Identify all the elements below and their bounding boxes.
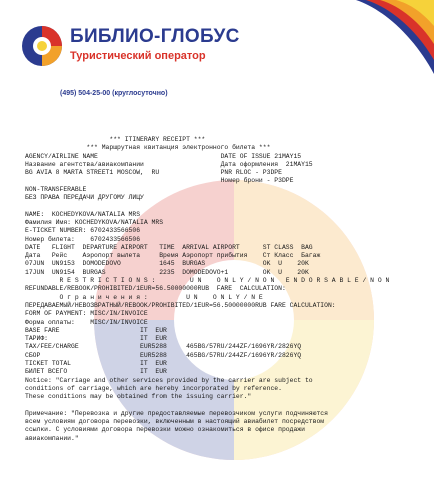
receipt-line <box>25 202 425 210</box>
receipt-line: БЕЗ ПРАВА ПЕРЕДАЧИ ДРУГОМУ ЛИЦУ <box>25 194 144 202</box>
receipt-line: 17JUN UN9154 BURGAS 2235 DOMODEDOVO+1 OK U 20K <box>25 268 309 276</box>
receipt-line: *** ITINERARY RECEIPT *** <box>25 136 206 143</box>
receipt-line: Номер билета: 6702433566506 <box>25 235 141 243</box>
brand-subtitle: Туристический оператор <box>70 50 206 62</box>
receipt-line: TICKET TOTAL IT EUR <box>25 360 167 368</box>
receipt-line: E-TICKET NUMBER: 6702433566506 <box>25 227 141 235</box>
itinerary-receipt-text <box>25 136 425 443</box>
receipt-line: ТАРИФ: IT EUR <box>25 335 167 343</box>
receipt-line: ссылки. С условиями договора перевозки можно ознакомиться в офисе продажи <box>25 426 305 434</box>
receipt-line: О г р а н и ч е н и я : U N O N L Y / N E <box>25 293 263 301</box>
corner-decoration-icon <box>356 0 434 74</box>
receipt-line: R E S T R I C T I O N S : U N O N L Y / N O N E N D O R S A B L E / N O N <box>25 277 390 285</box>
receipt-line: NON-TRANSFERABLE <box>25 185 87 193</box>
receipt-line: Номер брони - P3DPE <box>25 177 294 185</box>
receipt-line: авиакомпании." <box>25 434 79 442</box>
receipt-line: DATE FLIGHT DEPARTURE AIRPORT TIME ARRIVAL AIRPORT ST CLASS BAG <box>25 243 313 251</box>
receipt-line: REFUNDABLE/REBOOK/PROHIBITED/1EUR=56.50000000RUB FARE CALCULATION: <box>25 285 286 293</box>
receipt-line: Фамилия Имя: KOCHEDYKOVA/NATALIA MRS <box>25 218 164 226</box>
receipt-line: TAX/FEE/CHARGE EUR5288 465BG/57RU/244ZF/1696YR/2826YQ <box>25 343 302 351</box>
receipt-line: Название агентства/авиакомпании Дата оформления 21MAY15 <box>25 160 313 168</box>
phone-number: (495) 504-25-00 (круглосуточно) <box>60 90 168 97</box>
receipt-line: BASE FARE IT EUR <box>25 326 167 334</box>
receipt-line <box>25 402 425 410</box>
receipt-line: БИЛЕТ ВСЕГО IT EUR <box>25 368 167 376</box>
receipt-line: 07JUN UN9153 DOMODEDOVO 1645 BURGAS OK U 20K <box>25 260 309 268</box>
receipt-line: Notice: "Carriage and other services provided by the carrier are subject to <box>25 376 313 384</box>
receipt-line: Форма оплаты: MISC/IN/INVOICE <box>25 318 148 326</box>
receipt-line: BG AVIA 8 MARTA STREET1 MOSCOW, RU PNR RLOC - P3DPE <box>25 169 282 177</box>
brand-name: БИБЛИО-ГЛОБУС <box>70 26 240 47</box>
receipt-line: These conditions may be obtained from the issuing carrier." <box>25 393 252 401</box>
receipt-line: всем условиям договора перевозки, включенным в настоящий авиабилет посредством <box>25 418 325 426</box>
receipt-line: СБОР EUR5288 465BG/57RU/244ZF/1696YR/2826YQ <box>25 351 302 359</box>
header <box>0 0 434 120</box>
receipt-line: Примечание: "Перевозка и другие предоставляемые перевозчиком услуги подчиняются <box>25 409 328 417</box>
receipt-line: NAME: KOCHEDYKOVA/NATALIA MRS <box>25 210 141 218</box>
receipt-line: Дата Рейс Аэропорт вылета Время Аэропорт прибытия Ст Класс Багаж <box>25 252 321 260</box>
receipt-line: AGENCY/AIRLINE NAME DATE OF ISSUE 21MAY15 <box>25 152 302 160</box>
receipt-line: FORM OF PAYMENT: MISC/IN/INVOICE <box>25 310 148 318</box>
receipt-line: ПЕРЕДАВАЕМЫЙ/НЕВОЗВРАТНЫЙ/REBOOK/PROHIBITED/1EUR=56.50000000RUB FARE CALCULATION: <box>25 301 336 309</box>
receipt-line: conditions of carriage, which are hereby incorporated by reference. <box>25 384 282 392</box>
globe-logo-icon <box>20 24 64 68</box>
receipt-line: *** Маршрутная квитанция электронного билета *** <box>25 144 271 152</box>
